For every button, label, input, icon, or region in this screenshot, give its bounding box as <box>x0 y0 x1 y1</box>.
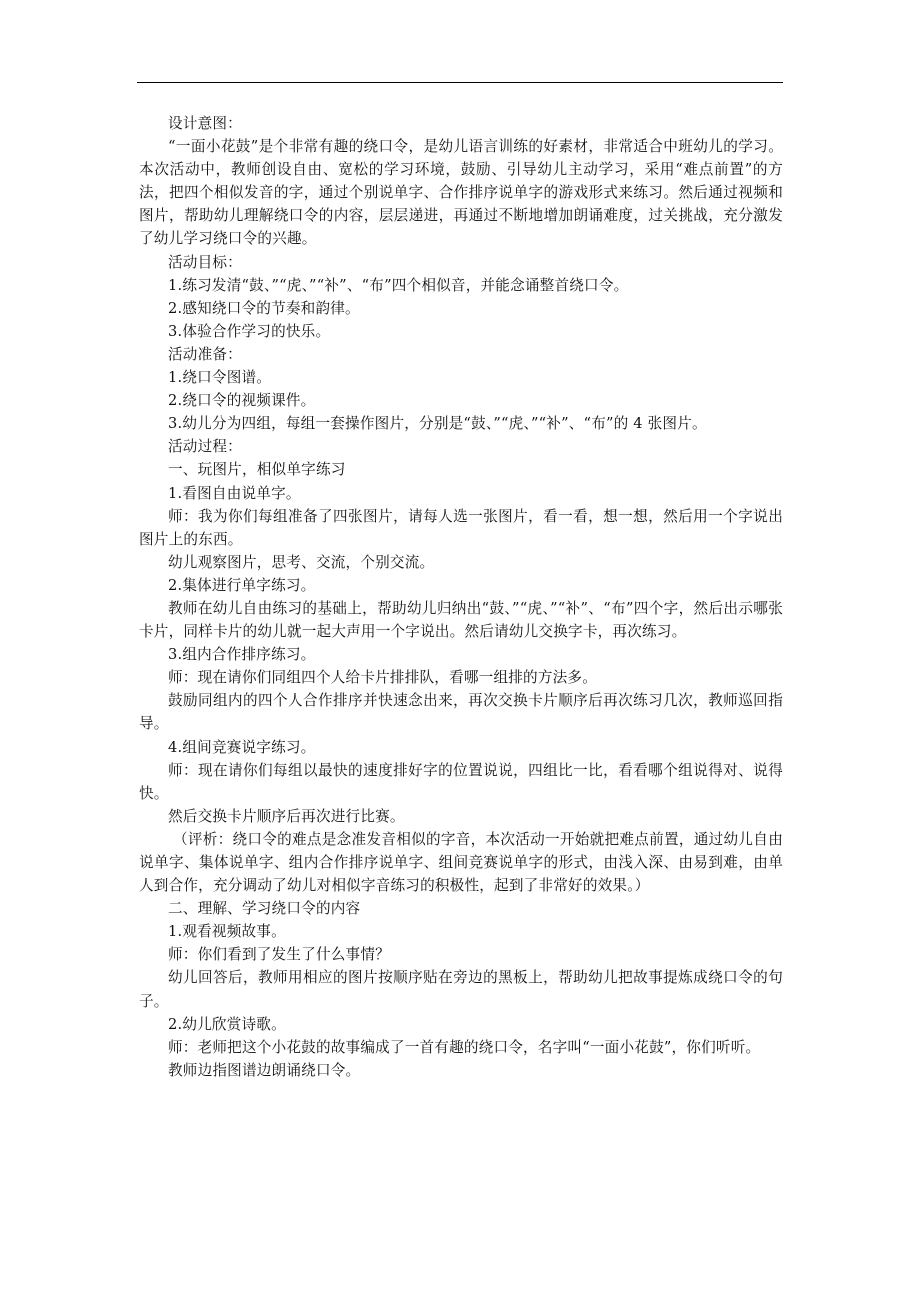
process-part-2-heading: 二、理解、学习绕口令的内容 <box>168 900 361 918</box>
goal-item-1: 1.练习发清“鼓、”“虎、”“补”、“布”四个相似音，并能念诵整首绕口令。 <box>168 276 629 294</box>
document-body <box>139 112 783 1082</box>
teacher-line: 师：你们看到了发生了什么事情？ <box>168 946 390 964</box>
preparation-item-1: 1.绕口令图谱。 <box>168 369 272 387</box>
section-heading-design-intent: 设计意图： <box>168 115 242 132</box>
teacher-line: 师：老师把这个小花鼓的故事编成了一首有趣的绕口令，名字叫“一面小花鼓”，你们听听。 <box>168 1038 761 1056</box>
section-heading-preparation: 活动准备： <box>168 345 242 363</box>
teacher-line: 师：现在请你们同组四个人给卡片排排队，看哪一组排的方法多。 <box>168 669 598 687</box>
paragraph: 鼓励同组内的四个人合作排序并快速念出来，再次交换卡片顺序后再次练习几次，教师巡回指导。 <box>139 692 783 733</box>
preparation-item-3: 3.幼儿分为四组，每组一套操作图片，分别是“鼓、”“虎、”“补”、“布”的 4 张图片。 <box>168 415 707 433</box>
evaluation-note: （评析：绕口令的难点是念准发音相似的字音，本次活动一开始就把难点前置，通过幼儿自由说单字、集体说单字、组内合作排序说单字、组间竞赛说单字的形式，由浅入深、由易到难，由单人到合作，充分调动了幼儿对相似字音练习的积极性，起到了非常好的效果。） <box>139 830 783 895</box>
process-part-1-heading: 一、玩图片，相似单字练习 <box>168 461 346 479</box>
paragraph: 幼儿回答后，教师用相应的图片按顺序贴在旁边的黑板上，帮助幼儿把故事提炼成绕口令的句子。 <box>139 969 783 1010</box>
header-rule <box>137 82 783 83</box>
step-1-2-heading: 2.集体进行单字练习。 <box>168 576 316 594</box>
step-1-4-heading: 4.组间竞赛说字练习。 <box>168 738 316 756</box>
section-heading-process: 活动过程： <box>168 438 242 456</box>
goal-item-3: 3.体验合作学习的快乐。 <box>168 322 331 340</box>
paragraph-design-intent: “一面小花鼓”是个非常有趣的绕口令，是幼儿语言训练的好素材，非常适合中班幼儿的学习。本次活动中，教师创设自由、宽松的学习环境，鼓励、引导幼儿主动学习，采用“难点前置”的方法，把四个相似发音的字，通过个别说单字、合作排序说单字的游戏形式来练习。然后通过视频和图片，帮助幼儿理解绕口令的内容，层层递进，再通过不断地增加朗诵难度，过关挑战，充分激发了幼儿学习绕口令的兴趣。 <box>139 138 783 248</box>
goal-item-2: 2.感知绕口令的节奏和韵律。 <box>168 299 360 317</box>
teacher-line: 师：我为你们每组准备了四张图片，请每人选一张图片，看一看，想一想，然后用一个字说出图片上的东西。 <box>139 507 783 548</box>
paragraph: 然后交换卡片顺序后再次进行比赛。 <box>168 807 405 825</box>
teacher-line: 师：现在请你们每组以最快的速度排好字的位置说说，四组比一比，看看哪个组说得对、说得快。 <box>139 761 783 802</box>
paragraph: 教师在幼儿自由练习的基础上，帮助幼儿归纳出“鼓、”“虎、”“补”、“布”四个字，然后出示哪张卡片，同样卡片的幼儿就一起大声用一个字说出。然后请幼儿交换字卡，再次练习。 <box>139 599 783 641</box>
step-2-2-heading: 2.幼儿欣赏诗歌。 <box>168 1015 286 1033</box>
paragraph: 幼儿观察图片，思考、交流，个别交流。 <box>168 553 435 571</box>
section-heading-goals: 活动目标： <box>168 253 242 271</box>
step-2-1-heading: 1.观看视频故事。 <box>168 923 286 941</box>
step-1-3-heading: 3.组内合作排序练习。 <box>168 646 316 664</box>
preparation-item-2: 2.绕口令的视频课件。 <box>168 392 316 410</box>
step-1-1-heading: 1.看图自由说单字。 <box>168 484 301 502</box>
paragraph: 教师边指图谱边朗诵绕口令。 <box>168 1061 361 1079</box>
